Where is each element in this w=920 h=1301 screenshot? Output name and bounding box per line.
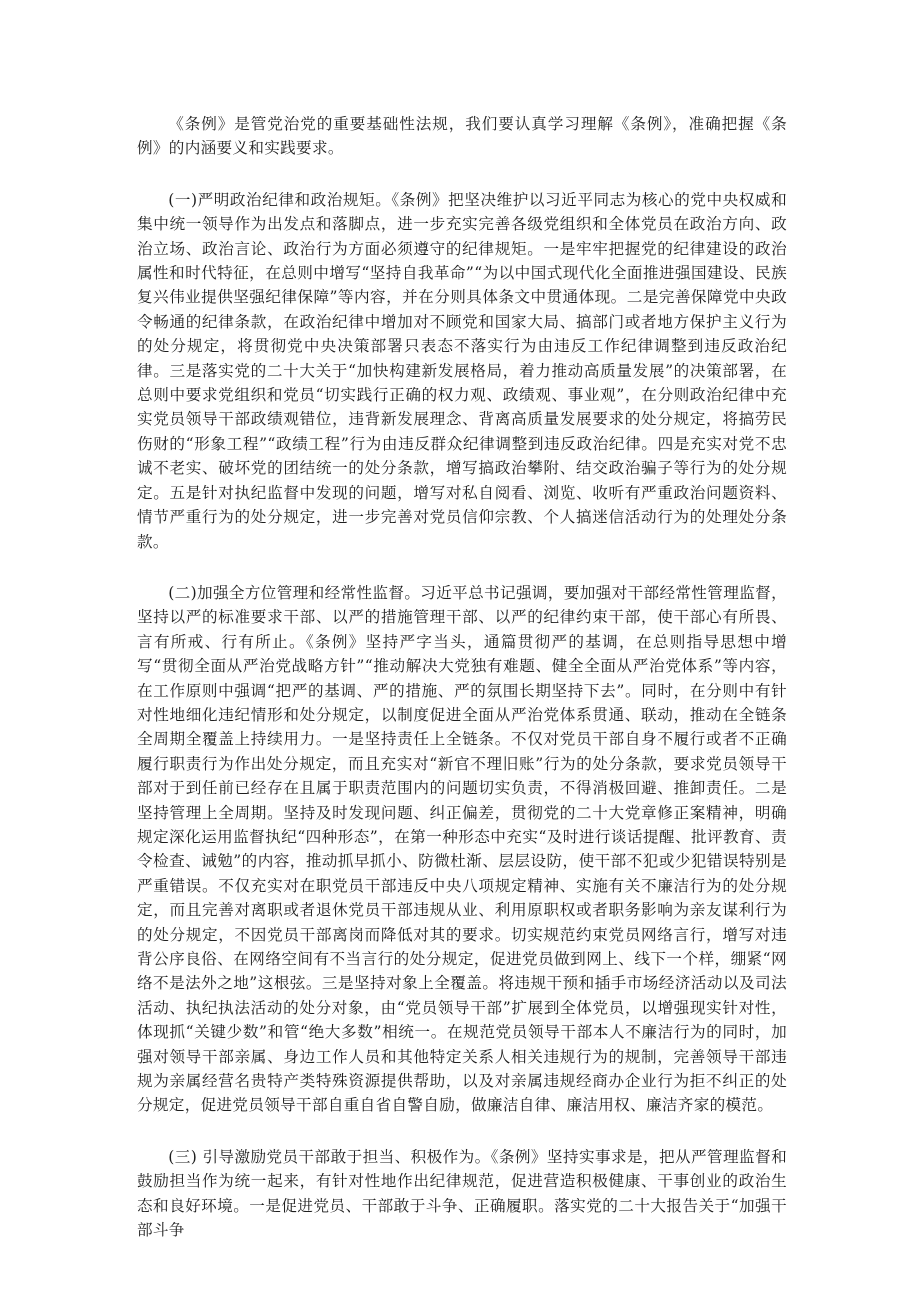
document-body <box>137 112 787 1242</box>
paragraph-intro: 《条例》是管党治党的重要基础性法规，我们要认真学习理解《条例》，准确把握《条例》的内涵要义和实践要求。 <box>137 115 787 158</box>
paragraph-section-1: (一)严明政治纪律和政治规矩。《条例》把坚决维护以习近平同志为核心的党中央权威和集中统一领导作为出发点和落脚点，进一步充实完善各级党组织和全体党员在政治方向、政治立场、政治言论、政治行为方面必须遵守的纪律规矩。一是牢牢把握党的纪律建设的政治属性和时代特征，在总则中增写“坚持自我革命”“为以中国式现代化全面推进强国建设、民族复兴伟业提供坚强纪律保障”等内容，并在分则具体条文中贯通体现。二是完善保障党中央政令畅通的纪律条款，在政治纪律中增加对不顾党和国家大局、搞部门或者地方保护主义行为的处分规定，将贯彻党中央决策部署只表态不落实行为由违反工作纪律调整到违反政治纪律。三是落实党的二十大关于“加快构建新发展格局，着力推动高质量发展”的决策部署，在总则中要求党组织和党员“切实践行正确的权力观、政绩观、事业观”，在分则政治纪律中充实党员领导干部政绩观错位，违背新发展理念、背离高质量发展要求的处分规定，将搞劳民伤财的“形象工程”“政绩工程”行为由违反群众纪律调整到违反政治纪律。四是充实对党不忠诚不老实、破坏党的团结统一的处分条款，增写搞政治攀附、结交政治骗子等行为的处分规定。五是针对执纪监督中发现的问题，增写对私自阅看、浏览、收听有严重政治问题资料、情节严重行为的处分规定，进一步完善对党员信仰宗教、个人搞迷信活动行为的处理处分条款。 <box>137 190 787 551</box>
paragraph-section-2: (二)加强全方位管理和经常性监督。习近平总书记强调，要加强对干部经常性管理监督，坚持以严的标准要求干部、以严的措施管理干部、以严的纪律约束干部，使干部心有所畏、言有所戒、行有所止。《条例》坚持严字当头，通篇贯彻严的基调，在总则指导思想中增写“贯彻全面从严治党战略方针”“推动解决大党独有难题、健全全面从严治党体系”等内容，在工作原则中强调“把严的基调、严的措施、严的氛围长期坚持下去”。同时，在分则中有针对性地细化违纪情形和处分规定，以制度促进全面从严治党体系贯通、联动，推动在全链条全周期全覆盖上持续用力。一是坚持责任上全链条。不仅对党员干部自身不履行或者不正确履行职责行为作出处分规定，而且充实对“新官不理旧账”行为的处分条款，要求党员领导干部对于到任前已经存在且属于职责范围内的问题切实负责，不得消极回避、推卸责任。二是坚持管理上全周期。坚持及时发现问题、纠正偏差，贯彻党的二十大党章修正案精神，明确规定深化运用监督执纪“四种形态”，在第一种形态中充实“及时进行谈话提醒、批评教育、责令检查、诫勉”的内容，推动抓早抓小、防微杜渐、层层设防，使干部不犯或少犯错误特别是严重错误。不仅充实对在职党员干部违反中央八项规定精神、实施有关不廉洁行为的处分规定，而且完善对离职或者退休党员干部违规从业、利用原职权或者职务影响为亲友谋利行为的处分规定，不因党员干部离岗而降低对其的要求。切实规范约束党员网络言行，增写对违背公序良俗、在网络空间有不当言行的处分规定，促进党员做到网上、线下一个样，绷紧“网络不是法外之地”这根弦。三是坚持对象上全覆盖。将违规干预和插手市场经济活动以及司法活动、执纪执法活动的处分对象，由“党员领导干部”扩展到全体党员，以增强现实针对性，体现抓“关键少数”和管“绝大多数”相统一。在规范党员领导干部本人不廉洁行为的同时，加强对领导干部亲属、身边工作人员和其他特定关系人相关违规行为的规制，完善领导干部违规为亲属经营名贵特产类特殊资源提供帮助，以及对亲属违规经商办企业行为拒不纠正的处分规定，促进党员领导干部自重自省自警自励，做廉洁自律、廉洁用权、廉洁齐家的模范。 <box>137 583 787 1115</box>
paragraph-section-3: (三) 引导激励党员干部敢于担当、积极作为。《条例》坚持实事求是，把从严管理监督和鼓励担当作为统一起来，有针对性地作出纪律规范，促进营造积极健康、干事创业的政治生态和良好环境。一是促进党员、干部敢于斗争、正确履职。落实党的二十大报告关于“加强干部斗争 <box>137 1147 787 1240</box>
